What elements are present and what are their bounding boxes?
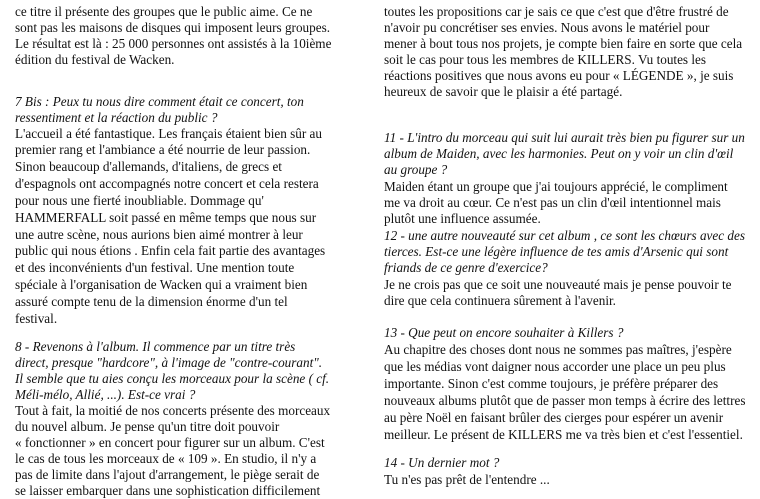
text-line: « fonctionner » en concert pour figurer sur un album. C'est [15, 435, 325, 450]
question-line: 7 Bis : Peux tu nous dire comment était ce concert, ton [15, 94, 304, 109]
text-line: Tu n'es pas prêt de l'entendre ... [384, 472, 550, 487]
text-line: meilleur. Le présent de KILLERS me va très bien et c'est l'essentiel. [384, 427, 743, 442]
text-line: une autre scène, nous aurions bien aimé montrer à leur [15, 227, 303, 242]
text-line: le cas de tous les morceaux de « 109 ». En studio, il n'y a [15, 451, 317, 466]
text-line: Je ne crois pas que ce soit une nouveauté mais je pense pouvoir te [384, 277, 732, 292]
text-line: n'avoir pu concrétiser ses envies. Nous avons le matériel pour [384, 20, 710, 35]
text-line: Maiden étant un groupe que j'ai toujours apprécié, le compliment [384, 179, 728, 194]
text-line: public qui nous étions . Enfin cela fait partie des avantages [15, 243, 326, 258]
text-line: nouveaux albums plutôt que de passer mon temps à écrire des lettres [384, 393, 746, 408]
question-line: 12 - une autre nouveauté sur cet album , ce sont les chœurs avec des [384, 228, 745, 243]
text-line: dire que cela continuera sûrement à l'avenir. [384, 293, 616, 308]
text-line: festival. [15, 311, 58, 326]
question-line: ressentiment et la réaction du public ? [15, 110, 218, 125]
text-line: d'espagnols ont accompagnés notre concert et cela restera [15, 176, 319, 191]
text-line: réactions positives que nous avons eu pour « LÉGENDE », je suis [384, 68, 734, 83]
question-line: direct, presque "hardcore", à l'image de "contre-courant". [15, 355, 323, 370]
question-line: album de Maiden, avec les harmonies. Peut on y voir un clin d'œil [384, 146, 734, 161]
text-line: au père Noël en faisant brûler des cierges pour espérer un avenir [384, 410, 724, 425]
text-line: L'accueil a été fantastique. Les français étaient bien sûr au [15, 126, 323, 141]
question-line: 11 - L'intro du morceau qui suit lui aurait très bien pu figurer sur un [384, 130, 745, 145]
text-line: spéciale à l'organisation de Wacken qui a vraiment bien [15, 277, 308, 292]
text-line: et des inconvénients d'un festival. Une mention toute [15, 260, 295, 275]
text-line: Sinon beaucoup d'allemands, d'italiens, de grecs et [15, 159, 282, 174]
question-line: 8 - Revenons à l'album. Il commence par un titre très [15, 339, 296, 354]
text-line: soit le cas pour tous les membres de KILLERS. Vu toutes les [384, 52, 707, 67]
question-line: Méli-mélo, Allié, ...). Est-ce vrai ? [15, 387, 196, 402]
text-line: pour nous une fierté inoubliable. Dommage qu' [15, 193, 264, 208]
text-line: HAMMERFALL soit passé en même temps que nous sur [15, 210, 317, 225]
text-line: Tout à fait, la moitié de nos concerts présente des morceaux [15, 403, 331, 418]
text-line: heureux de savoir que le plaisir a été partagé. [384, 84, 623, 99]
question-line: au groupe ? [384, 162, 448, 177]
text-line: mener à bout tous nos projets, je compte bien faire en sorte que cela [384, 36, 743, 51]
text-line: que les médias vont daigner nous accorder une place un peu plus [384, 359, 726, 374]
text-line: ce titre il présente des groupes que le public aime. Ce ne [15, 4, 313, 19]
question-line: friands de ce genre d'exercice? [384, 260, 548, 275]
text-line: importante. Sinon c'est comme toujours, je préfère préparer des [384, 376, 719, 391]
question-line: tierces. Est-ce une légère influence de tes amis d'Arsenic qui sont [384, 244, 729, 259]
text-line: Au chapitre des choses dont nous ne sommes pas maîtres, j'espère [384, 342, 732, 357]
text-line: Le résultat est là : 25 000 personnes ont assistés à la 10ième [15, 36, 332, 51]
text-line: me va droit au cœur. Ce n'est pas un clin d'œil intentionnel mais [384, 195, 721, 210]
text-line: plutôt une influence assumée. [384, 211, 541, 226]
text-line: sont pas les maisons de disques qui imposent leurs groupes. [15, 20, 331, 35]
question-line: 13 - Que peut on encore souhaiter à Killers ? [384, 325, 624, 340]
text-line: se laisser embarquer dans une sophistication difficilement [15, 483, 321, 498]
text-line: édition du festival de Wacken. [15, 52, 175, 67]
text-line: assuré compte tenu de la dimension énorme d'un tel [15, 294, 288, 309]
question-line: Il semble que tu aies conçu les morceaux pour la scène ( cf. [15, 371, 330, 386]
text-line: premier rang et l'ambiance a été nourrie de leur passion. [15, 142, 311, 157]
text-line: pas de limite dans l'ajout d'arrangement, le piège serait de [15, 467, 320, 482]
text-line: du nouvel album. Je pense qu'un titre doit pouvoir [15, 419, 280, 434]
text-line: toutes les propositions car je sais ce que c'est que d'être frustré de [384, 4, 729, 19]
question-line: 14 - Un dernier mot ? [384, 455, 500, 470]
